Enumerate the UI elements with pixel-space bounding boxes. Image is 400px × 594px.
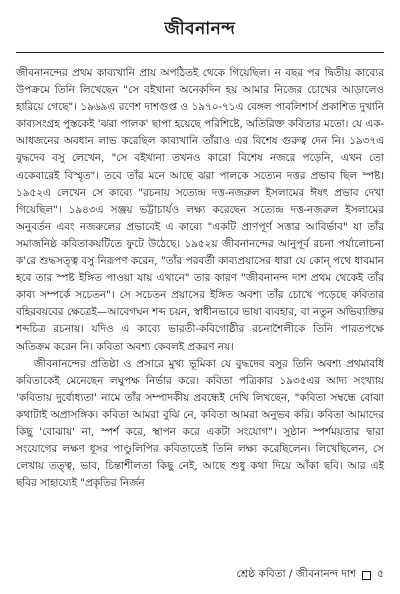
page-number: ৫ — [377, 568, 384, 580]
square-ornament-icon — [362, 571, 371, 580]
page-footer — [236, 567, 384, 584]
chapter-title: জীবনানন্দ — [164, 19, 236, 39]
paragraph: জীবনানন্দের প্রথম কাব্যখানি প্রায় অপঠিতই থেকে গিয়েছিল। ন বছর পর দ্বিতীয় কাব্যের উপক্রমে তিনি লিখেছেন "সে বইখানা অনেকদিন হয় আমার নিজের চোখের আড়ালেও হারিয়ে গেছে"। ১৯৬৯এ রণেশ দাশগুপ্ত ও ১৯৭০-৭১এ বেঙ্গল পাবলিশার্স প্রকাশিত দুখানি কাব্যসংগ্রহ পুস্তকেই 'ঝরা পালক' ছাপা হয়েছে পরিশিষ্টে, অতিরিক্ত কবিতার মতো। যে এক-আধজনের অবধান লাভ করেছিল কাব্যখানি তাঁরাও এর বিশেষ গুরুত্ব দেন নি। ১৯৩৭এ বুদ্ধদেব বসু লেখেন, "সে বইখানা তখনও কারো বিশেষ নজরে পড়েনি, এখন তো একেবারেই বিস্মৃত"। তবে তাঁর মনে আছে ঝরা পালকে সত্যেন দত্তর প্রভাব ছিল স্পষ্ট। ১৯৫২এ লেখেন সে কাব্যে "রচনায় সত্যেন্দ্র দত্ত-নজরুল ইসলামের ঈষৎ প্রভাব দেখা গিয়েছিল"। ১৯৪৩এ সঞ্জয় ভট্টাচার্যও লক্ষ্য করেছেন সত্যেন্দ্র দত্ত-নজরুল ইসলামের অনুবর্তন এবং নজরুলের প্রভাবেই এ কাব্যে "একটি প্রাণপূর্ণ সত্তার আবির্ভাব" যা তাঁর সমাজনিষ্ঠ কবিতাকয়টিতে ফুটে উঠেছে। ১৯৫২য় জীবনানন্দের আনুপূর্ব রচনা পর্যালোচনা ক'রে শুদ্ধসত্ত্ব বসু নিরূপণ করেন, "তাঁর পরবর্তী কাব্যপ্রয়াসের ধারা যে কোন্ পথে ধাবমান হবে তার স্পষ্ট ইঙ্গিত পাওয়া যায় এখানে" তার কারণ "জীবনানন্দ দাশ প্রথম থেকেই তাঁর কাব্য সম্পর্কে সচেতন"। সে সচেতন প্রয়াসের ইঙ্গিত অবশ্য তাঁর চোখে পড়েছে কবিতার বহিরবয়বের ক্ষেত্রেই—আবেগঘন শব্দ চয়ন, স্বাধীনভাবে ভাষা ব্যবহার, বা নতুন অভিব্যক্তির শব্দচিত্র রচনায়। যদিও এ কাব্যে ভারতী-কবিগোষ্ঠীর রচনাশৈলীকে তিনি পারতপক্ষে অতিক্রম করেন নি। কবিতা অবশ্য কেবলই প্রকরণ নয়। — [16, 67, 384, 353]
paragraph: জীবনানন্দের প্রতিষ্ঠা ও প্রসারে মুখ্য ভূমিকা যে বুদ্ধদেব বসুর তিনি অবশ্য প্রথমাবধি কবিতাকেই মেনেছেন লঘুপক্ষ নির্ভার করে। কবিতা পত্রিকার ১৯৩৫এর আদ্য সংখ্যায় 'কবিতায় দুর্বোধ্যতা' নামে তাঁর সম্পাদকীয় প্রবন্ধেই দেখি লিখছেন, "কবিতা সম্বন্ধে বোঝা কথাটাই অপ্রাসঙ্গিক। কবিতা আমরা বুঝি নে, কবিতা আমরা অনুভব করি। কবিতা আমাদের কিছু 'বোঝায়' না, স্পর্শ করে, স্থাপন করে একটা সংযোগ"। সুষ্ঠান স্পর্শময়তার দ্বারা সংযোগের লক্ষণ ধূসর পাণ্ডুলিপির কবিতাতেই তিনি লক্ষ্য করেছিলেন। লিখেছিলেন, সে লেখায় তত্ত্ব, ভাব, চিন্তাশীলতা কিছু নেই, আছে শুধু কথা দিয়ে আঁকা ছবি। আর এই ছবির সাহায্যেই "প্রকৃতির নির্জন — [16, 357, 384, 490]
title-divider — [16, 52, 384, 53]
body-text — [16, 65, 384, 492]
running-footer-title: শ্রেষ্ঠ কবিতা / জীবনানন্দ দাশ — [236, 568, 357, 580]
